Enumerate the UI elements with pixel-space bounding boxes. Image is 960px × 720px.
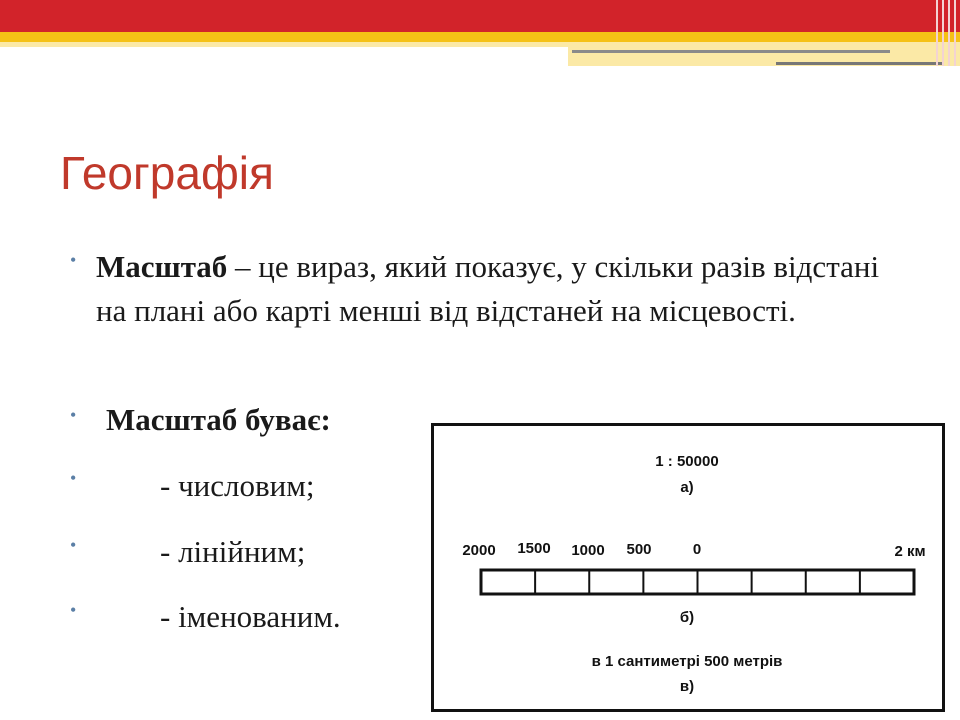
definition-term: Масштаб	[96, 249, 228, 284]
header-band-red	[0, 0, 960, 32]
label-a: а)	[680, 479, 694, 496]
type-item-numeric: - числовим;	[160, 468, 315, 503]
header-line-gray	[572, 50, 890, 53]
tick-label-end: 2 км	[894, 543, 926, 560]
header-band-pale	[0, 42, 568, 47]
tick-label: 2000	[462, 542, 496, 559]
tick-label: 1000	[571, 542, 605, 559]
tick-label: 1500	[517, 540, 551, 557]
slide-title: Географія	[60, 147, 274, 199]
linear-scale-bar	[481, 570, 914, 594]
header-band-yellow	[0, 32, 960, 42]
scale-figure-svg	[434, 426, 942, 709]
bullet-marker: •	[70, 468, 77, 488]
named-scale-text: в 1 сантиметрі 500 метрів	[591, 653, 783, 670]
types-heading: Масштаб буває:	[106, 402, 331, 437]
bullet-marker: •	[70, 405, 77, 425]
definition-paragraph	[96, 245, 916, 333]
numeric-scale-text: 1 : 50000	[655, 453, 719, 470]
type-item-named: - іменованим.	[160, 599, 341, 634]
bullet-marker: •	[70, 600, 77, 620]
header-stripes	[932, 0, 960, 66]
bullet-marker: •	[70, 250, 77, 270]
bullet-marker: •	[70, 535, 77, 555]
type-item-linear: - лінійним;	[160, 534, 306, 569]
label-c: в)	[679, 678, 695, 695]
definition-text: – це вираз, який показує, у скільки разів відстані на плані або карті менші від відстаней на місцевості.	[96, 249, 880, 328]
scale-figure	[431, 423, 945, 712]
header-line-gray-short	[776, 62, 944, 65]
label-b: б)	[679, 609, 695, 626]
tick-label: 0	[692, 541, 702, 558]
tick-label: 500	[626, 541, 652, 558]
